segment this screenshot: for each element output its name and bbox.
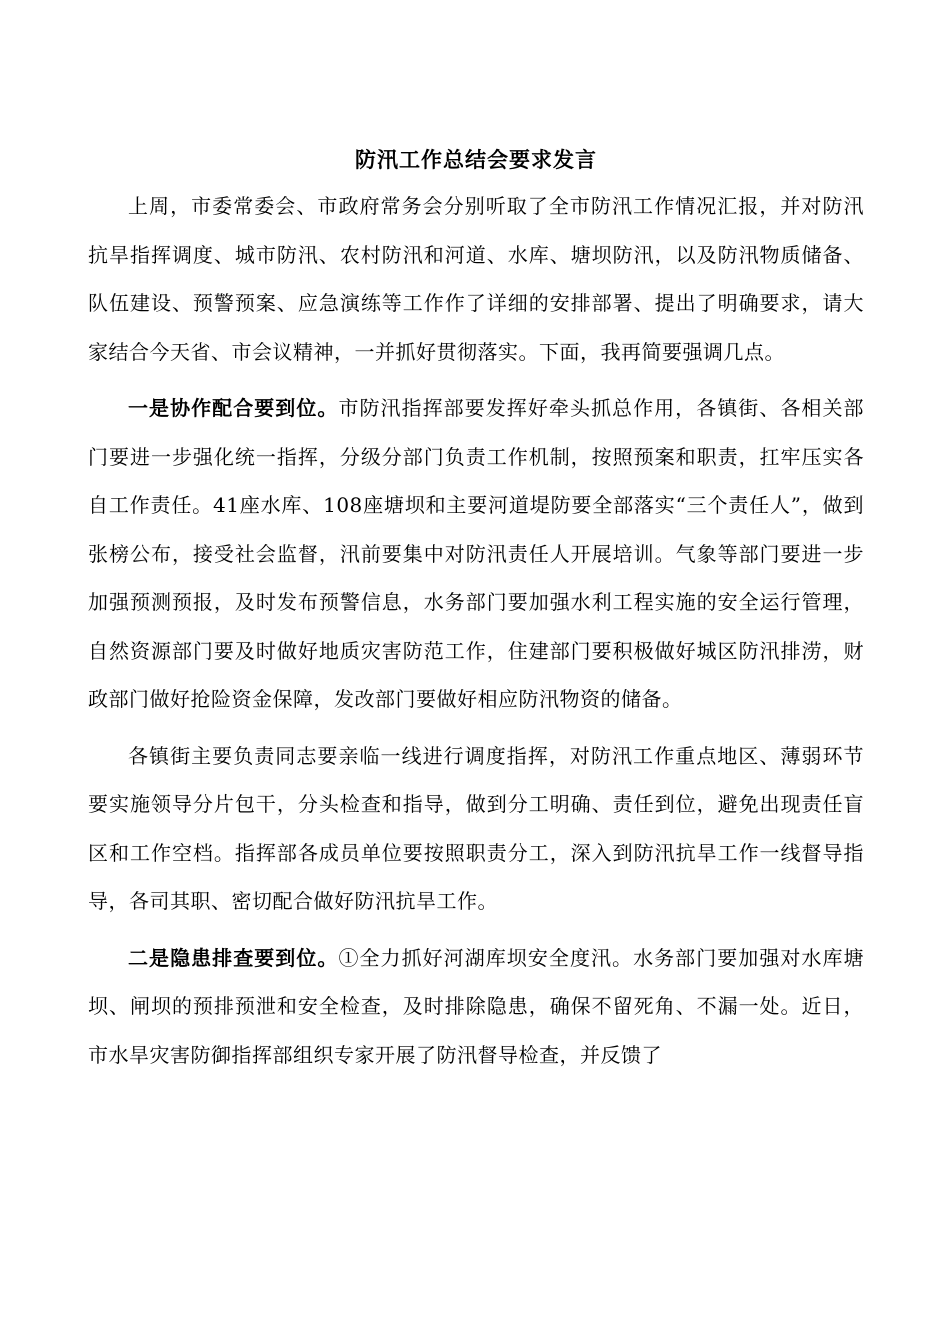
- paragraph-town-leaders: [88, 732, 864, 926]
- paragraph-intro-text: 上周，市委常委会、市政府常务会分别听取了全市防汛工作情况汇报，并对防汛抗旱指挥调度、城市防汛、农村防汛和河道、水库、塘坝防汛，以及防汛物质储备、队伍建设、预警预案、应急演练等工作作了详细的安排部署、提出了明确要求，请大家结合今天省、市会议精神，一并抓好贯彻落实。下面，我再简要强调几点。: [88, 194, 864, 364]
- document-title: 防汛工作总结会要求发言: [355, 147, 597, 172]
- paragraph-cooperation: [88, 384, 864, 724]
- paragraph-hazard-check: [88, 934, 864, 1080]
- document-page: [88, 138, 864, 1079]
- paragraph-intro: [88, 182, 864, 376]
- paragraph-cooperation-text: 市防汛指挥部要发挥好牵头抓总作用，各镇街、各相关部门要进一步强化统一指挥，分级分部门负责工作机制，按照预案和职责，扛牢压实各自工作责任。41座水库、108座塘坝和主要河道堤防要全部落实“三个责任人”，做到张榜公布，接受社会监督，汛前要集中对防汛责任人开展培训。气象等部门要进一步加强预测预报，及时发布预警信息，水务部门要加强水利工程实施的安全运行管理，自然资源部门要及时做好地质灾害防范工作，住建部门要积极做好城区防汛排涝，财政部门做好抢险资金保障，发改部门要做好相应防汛物资的储备。: [88, 396, 865, 711]
- paragraph-cooperation-heading: 一是协作配合要到位。: [128, 396, 339, 420]
- paragraph-hazard-check-heading: 二是隐患排查要到位。: [128, 945, 339, 970]
- paragraph-town-leaders-text: 各镇街主要负责同志要亲临一线进行调度指挥，对防汛工作重点地区、薄弱环节要实施领导分片包干，分头检查和指导，做到分工明确、责任到位，避免出现责任盲区和工作空档。指挥部各成员单位要按照职责分工，深入到防汛抗旱工作一线督导指导，各司其职、密切配合做好防汛抗旱工作。: [88, 743, 864, 913]
- paragraph-hazard-check-text: ①全力抓好河湖库坝安全度汛。水务部门要加强对水库塘坝、闸坝的预排预泄和安全检查，及时排除隐患，确保不留死角、不漏一处。近日，市水旱灾害防御指挥部组织专家开展了防汛督导检查，并反馈了: [88, 945, 865, 1067]
